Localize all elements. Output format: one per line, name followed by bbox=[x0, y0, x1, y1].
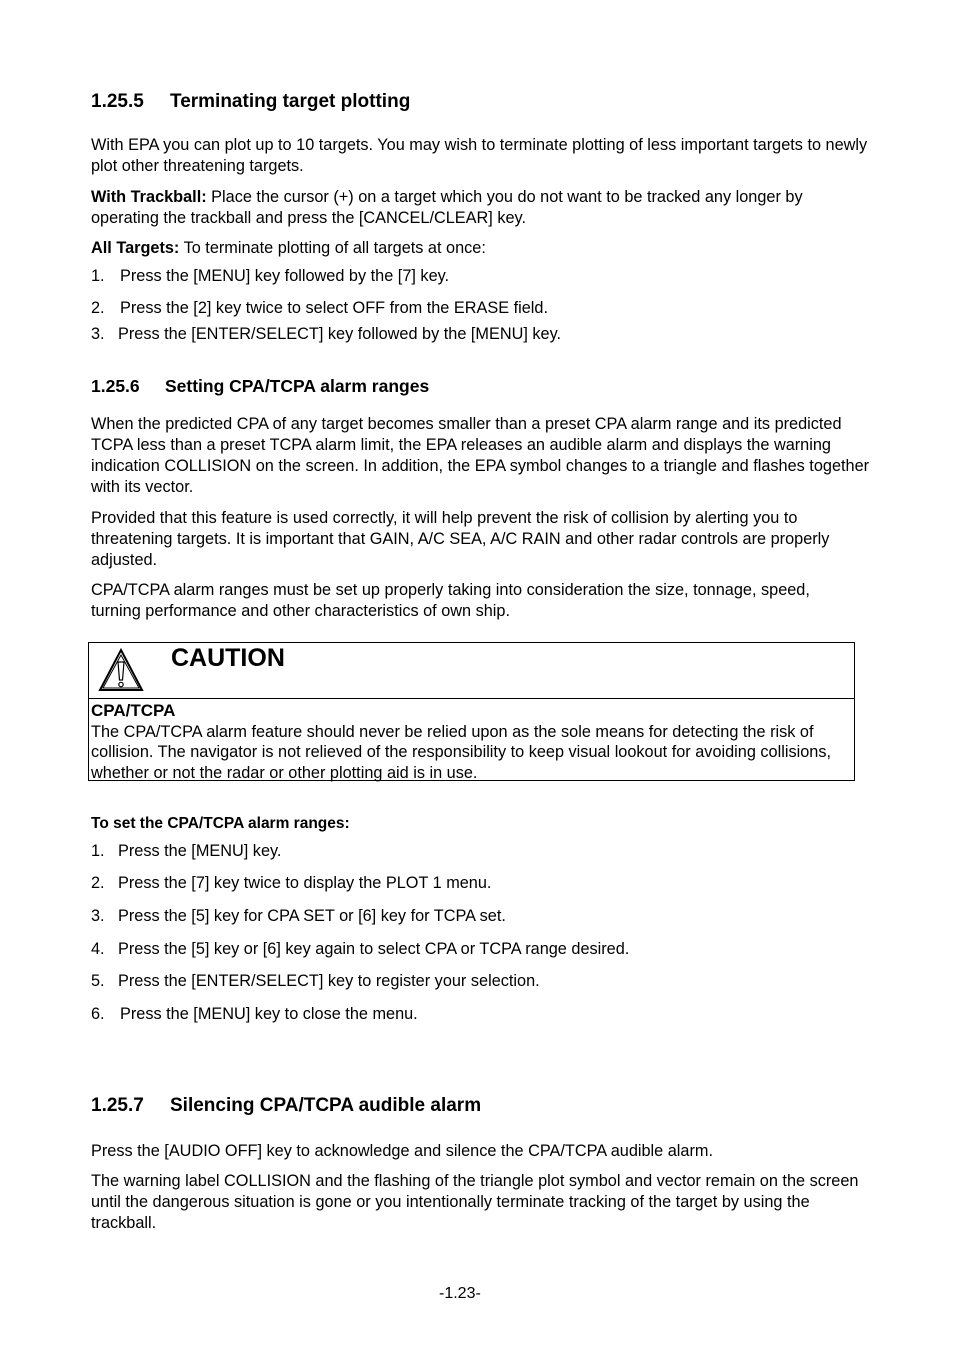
section-heading-1257 bbox=[91, 1095, 481, 1117]
caution-text: The CPA/TCPA alarm feature should never be relied upon as the sole means for detecting the risk of collision. The navigator is not relieved of the responsibility to keep visual lookout for avoiding collisions, whether or not the radar or other plotting aid is in use. bbox=[91, 722, 831, 782]
caution-header bbox=[89, 643, 854, 699]
list-item: 4. Press the [5] key or [6] key again to select CPA or TCPA range desired. bbox=[91, 940, 630, 958]
section-number: 1.25.5 bbox=[91, 91, 144, 112]
list-item: 2. Press the [2] key twice to select OFF from the ERASE field. bbox=[91, 299, 548, 317]
list-item: 1. Press the [MENU] key followed by the [7] key. bbox=[91, 267, 450, 285]
caution-subtitle: CPA/TCPA bbox=[91, 701, 176, 720]
paragraph-trackball bbox=[91, 187, 871, 229]
paragraph-intro: With EPA you can plot up to 10 targets. You may wish to terminate plotting of less important targets to newly plot other threatening targets. bbox=[91, 136, 868, 175]
section-title: Silencing CPA/TCPA audible alarm bbox=[170, 1095, 482, 1116]
trackball-label: With Trackball: bbox=[91, 188, 207, 206]
paragraph-feature-usage: Provided that this feature is used correctly, it will help prevent the risk of collision by alerting you to threatening targets. It is important that GAIN, A/C SEA, A/C RAIN and other radar controls are properly adjusted. bbox=[91, 509, 830, 569]
all-targets-label: All Targets: bbox=[91, 239, 180, 257]
list-item: 3. Press the [ENTER/SELECT] key followed by the [MENU] key. bbox=[91, 325, 562, 343]
trackball-text: Place the cursor (+) on a target which you do not want to be tracked any longer by operating the trackball and press the [CANCEL/CLEAR] key. bbox=[91, 188, 803, 227]
warning-triangle-icon bbox=[97, 647, 145, 693]
section-title: Setting CPA/TCPA alarm ranges bbox=[165, 376, 430, 396]
all-targets-text: To terminate plotting of all targets at once: bbox=[179, 239, 486, 257]
caution-body bbox=[91, 701, 851, 783]
section-title: Terminating target plotting bbox=[170, 91, 411, 112]
section-heading-1256 bbox=[91, 376, 429, 397]
section-number: 1.25.7 bbox=[91, 1095, 144, 1116]
page-number: -1.23- bbox=[439, 1285, 481, 1302]
paragraph-setup-note: CPA/TCPA alarm ranges must be set up properly taking into consideration the size, tonnage, speed, turning performance and other characteristics of own ship. bbox=[91, 581, 810, 620]
list-item: 1. Press the [MENU] key. bbox=[91, 842, 282, 860]
caution-box bbox=[88, 642, 855, 781]
caution-title: CAUTION bbox=[171, 644, 285, 672]
list-item: 5. Press the [ENTER/SELECT] key to register your selection. bbox=[91, 972, 540, 990]
list-item: 6. Press the [MENU] key to close the menu. bbox=[91, 1005, 418, 1023]
list-item: 2. Press the [7] key twice to display the PLOT 1 menu. bbox=[91, 874, 492, 892]
section-number: 1.25.6 bbox=[91, 376, 140, 396]
paragraph-warning-label: The warning label COLLISION and the flashing of the triangle plot symbol and vector remain on the screen until the dangerous situation is gone or you intentionally terminate tracking of the target by using the trackball. bbox=[91, 1172, 859, 1232]
list-item: 3. Press the [5] key for CPA SET or [6] key for TCPA set. bbox=[91, 907, 506, 925]
procedure-title: To set the CPA/TCPA alarm ranges: bbox=[91, 815, 350, 832]
paragraph-alarm-description: When the predicted CPA of any target becomes smaller than a preset CPA alarm range and its predicted TCPA less than a preset TCPA alarm limit, the EPA releases an audible alarm and displays the warning indication COLLISION on the screen. In addition, the EPA symbol changes to a triangle and flashes together with its vector. bbox=[91, 415, 870, 496]
paragraph-all-targets bbox=[91, 238, 871, 259]
paragraph-audio-off: Press the [AUDIO OFF] key to acknowledge and silence the CPA/TCPA audible alarm. bbox=[91, 1142, 713, 1160]
section-heading-1255 bbox=[91, 91, 410, 113]
